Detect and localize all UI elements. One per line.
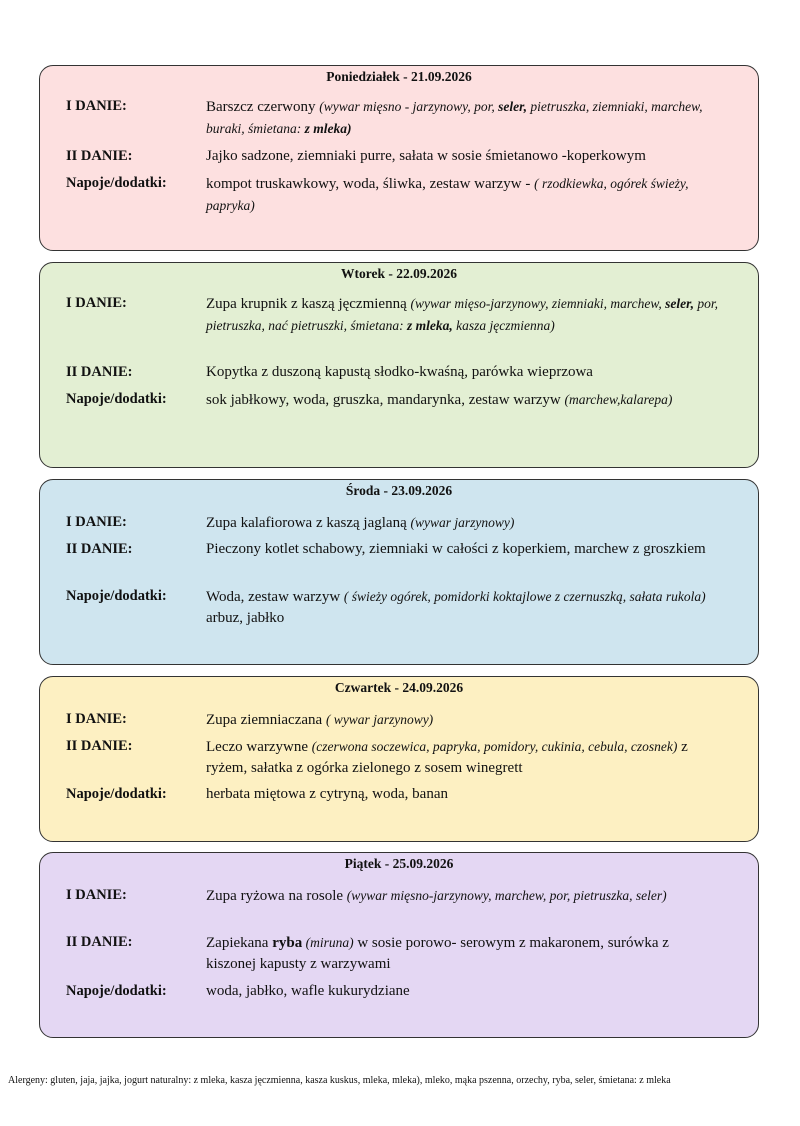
row-label: II DANIE: bbox=[66, 364, 133, 380]
row-label: Napoje/dodatki: bbox=[66, 786, 167, 802]
dish-text: Zupa ryżowa na rosole (wywar mięsno-jarzynowy, marchew, por, pietruszka, seler) bbox=[206, 888, 667, 904]
dish-text: Zupa kalafiorowa z kaszą jaglaną (wywar jarzynowy) bbox=[206, 515, 515, 531]
day-card-thursday bbox=[39, 676, 759, 842]
day-title: Czwartek - 24.09.2026 bbox=[334, 680, 464, 695]
day-title: Środa - 23.09.2026 bbox=[345, 483, 453, 498]
day-title: Wtorek - 22.09.2026 bbox=[341, 266, 457, 281]
day-card-monday bbox=[39, 65, 759, 251]
dish-text: Woda, zestaw warzyw ( świeży ogórek, pomidorki koktajlowe z czernuszką, sałata rukola) arbuz, jabłko bbox=[206, 589, 706, 626]
row-label: I DANIE: bbox=[66, 514, 127, 530]
day-title: Piątek - 25.09.2026 bbox=[344, 856, 454, 871]
row-label: Napoje/dodatki: bbox=[66, 391, 167, 407]
allergens-note: Alergeny: gluten, jaja, jajka, jogurt naturalny: z mleka, kasza jęczmienna, kasza kuskus, mleka, mleka), mleko, mąka pszenna, orzechy, ryba, seler, śmietana: z mleka bbox=[8, 1075, 671, 1086]
dish-text: Barszcz czerwony (wywar mięsno - jarzynowy, por, seler, pietruszka, ziemniaki, marchew, buraki, śmietana: z mleka) bbox=[206, 99, 703, 136]
row-label: Napoje/dodatki: bbox=[66, 983, 167, 999]
dish-text: Jajko sadzone, ziemniaki purre, sałata w sosie śmietanowo -koperkowym bbox=[206, 148, 646, 164]
dish-text: Zupa krupnik z kaszą jęczmienną (wywar mięso-jarzynowy, ziemniaki, marchew, seler, por, pietruszka, nać pietruszki, śmietana: z mleka, kasza jęczmienna) bbox=[206, 296, 718, 333]
dish-text: sok jabłkowy, woda, gruszka, mandarynka, zestaw warzyw (marchew,kalarepa) bbox=[206, 392, 673, 408]
dish-text: Kopytka z duszoną kapustą słodko-kwaśną, parówka wieprzowa bbox=[206, 364, 593, 380]
dish-text: Zupa ziemniaczana ( wywar jarzynowy) bbox=[206, 712, 434, 728]
row-label: I DANIE: bbox=[66, 295, 127, 311]
row-label: I DANIE: bbox=[66, 711, 127, 727]
row-label: II DANIE: bbox=[66, 738, 133, 754]
day-title: Poniedziałek - 21.09.2026 bbox=[326, 69, 472, 84]
dish-text: woda, jabłko, wafle kukurydziane bbox=[206, 983, 410, 999]
dish-text: Zapiekana ryba (miruna) w sosie porowo- serowym z makaronem, surówka z kiszonej kapusty z warzywami bbox=[206, 935, 669, 972]
row-label: II DANIE: bbox=[66, 148, 133, 164]
day-card-tuesday bbox=[39, 262, 759, 468]
day-card-wednesday bbox=[39, 479, 759, 665]
row-label: Napoje/dodatki: bbox=[66, 175, 167, 191]
dish-text: herbata miętowa z cytryną, woda, banan bbox=[206, 786, 448, 802]
row-label: Napoje/dodatki: bbox=[66, 588, 167, 604]
row-label: I DANIE: bbox=[66, 887, 127, 903]
dish-text: Leczo warzywne (czerwona soczewica, papryka, pomidory, cukinia, cebula, czosnek) z ryżem, sałatka z ogórka zielonego z sosem winegrett bbox=[206, 739, 688, 776]
row-label: II DANIE: bbox=[66, 934, 133, 950]
day-card-friday bbox=[39, 852, 759, 1038]
row-label: II DANIE: bbox=[66, 541, 133, 557]
dish-text: Pieczony kotlet schabowy, ziemniaki w całości z koperkiem, marchew z groszkiem bbox=[206, 541, 706, 557]
dish-text: kompot truskawkowy, woda, śliwka, zestaw warzyw - ( rzodkiewka, ogórek świeży, papryka) bbox=[206, 176, 689, 213]
row-label: I DANIE: bbox=[66, 98, 127, 114]
